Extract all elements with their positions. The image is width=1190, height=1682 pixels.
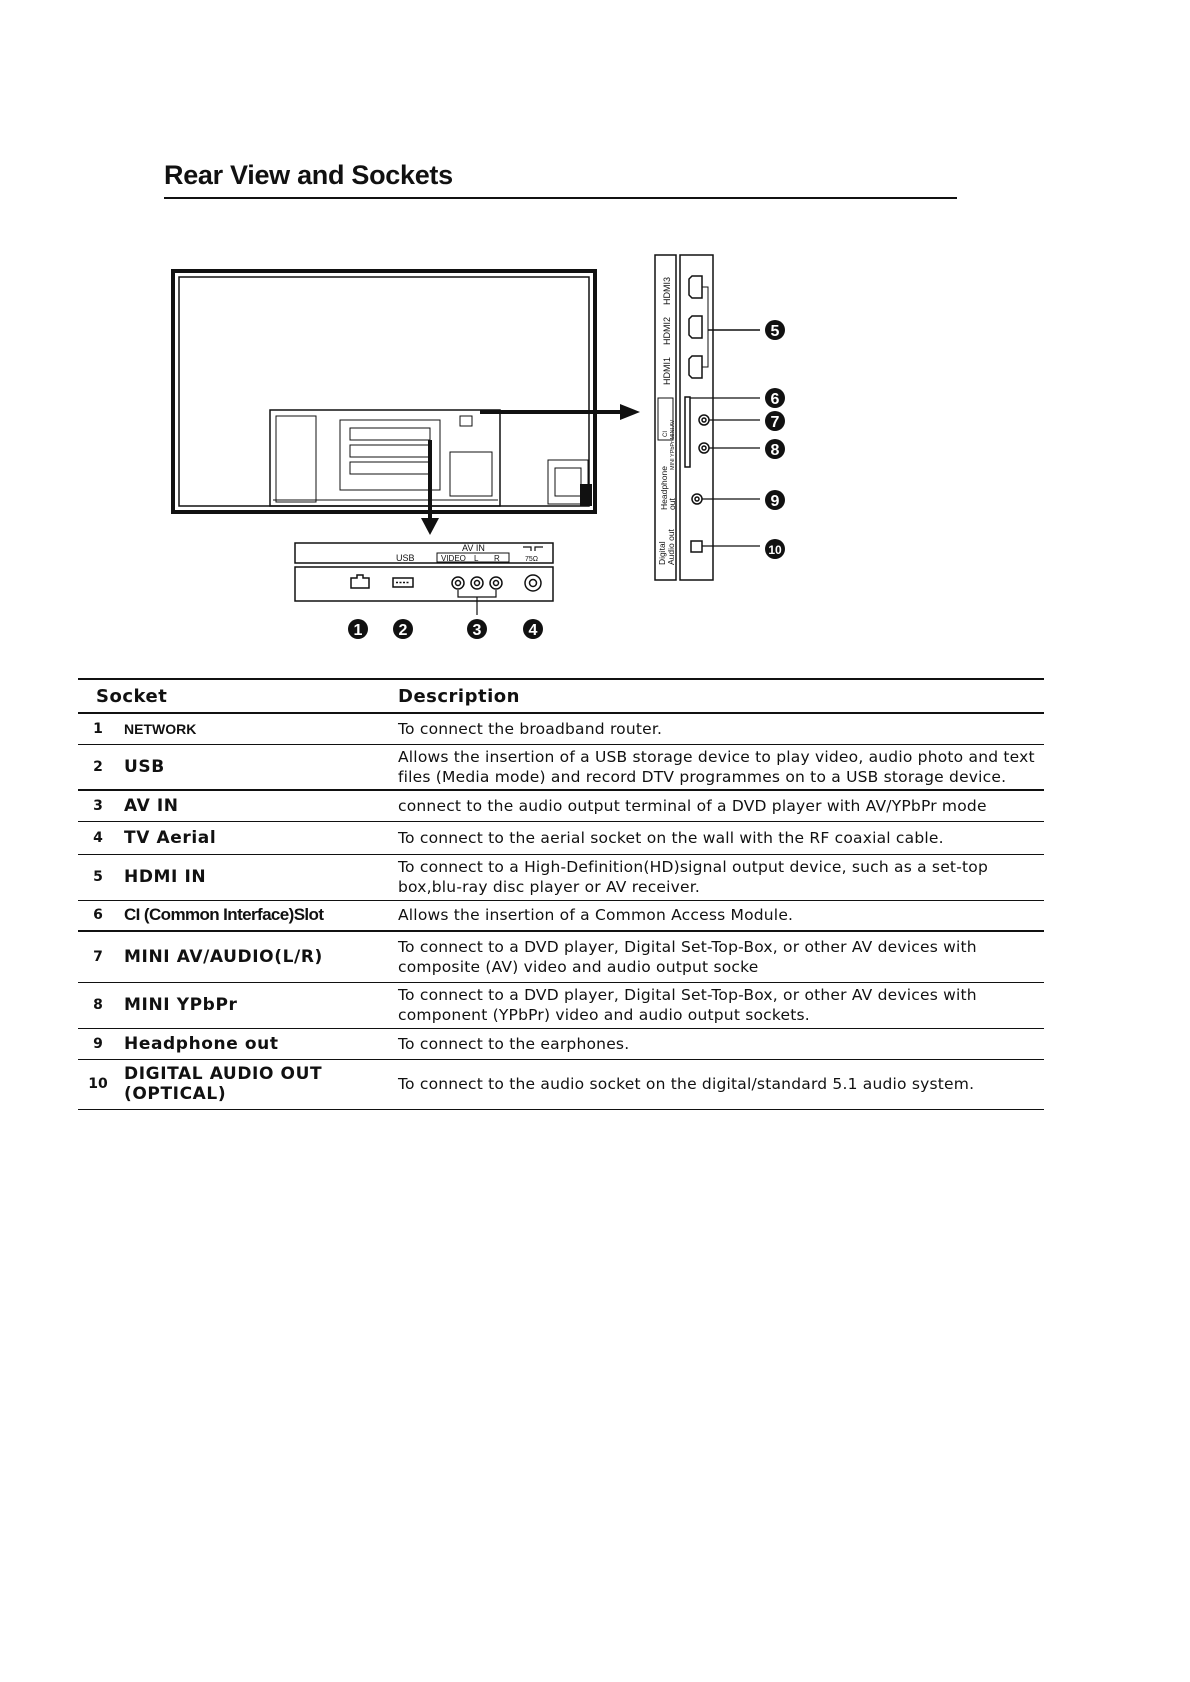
socket-number: 1 <box>78 713 118 744</box>
mini-av-jack-icon <box>699 415 709 425</box>
header-description: Description <box>398 679 1044 713</box>
socket-description: To connect to the earphones. <box>398 1028 1044 1059</box>
table-row <box>78 982 1044 1028</box>
mini-ypbpr-av-label: MINI YPbPr MINI AV <box>670 419 676 470</box>
svg-text:6: 6 <box>770 391 780 408</box>
socket-name: TV Aerial <box>118 821 398 854</box>
socket-number: 9 <box>78 1028 118 1059</box>
bottom-connector-panel <box>295 543 553 620</box>
r-label: R <box>494 554 500 563</box>
socket-number: 6 <box>78 900 118 931</box>
socket-name: MINI YPbPr <box>118 982 398 1028</box>
svg-text:10: 10 <box>768 543 782 557</box>
callout-5 <box>765 320 785 340</box>
socket-name: DIGITAL AUDIO OUT (OPTICAL) <box>118 1059 398 1109</box>
socket-description: To connect to a DVD player, Digital Set-Top-Box, or other AV devices with component (YPbPr) video and audio output sockets. <box>398 982 1044 1028</box>
headphone-jack-icon <box>692 494 702 504</box>
callout-2 <box>393 619 413 639</box>
ci-label: CI <box>663 431 669 437</box>
digital-label: Digital <box>657 541 667 565</box>
socket-description: To connect to the aerial socket on the wall with the RF coaxial cable. <box>398 821 1044 854</box>
callout-4 <box>523 619 543 639</box>
table-row <box>78 713 1044 744</box>
socket-name: USB <box>118 744 398 790</box>
table-row <box>78 854 1044 900</box>
table-row <box>78 790 1044 821</box>
callout-6 <box>765 388 785 408</box>
page-title: Rear View and Sockets <box>164 160 453 190</box>
av-video-jack-icon <box>452 577 464 589</box>
svg-text:5: 5 <box>770 323 780 340</box>
callout-3 <box>467 619 487 639</box>
hdmi2-port-icon <box>689 316 702 338</box>
socket-description: To connect to the audio socket on the digital/standard 5.1 audio system. <box>398 1059 1044 1109</box>
table-row <box>78 900 1044 931</box>
callout-10 <box>765 539 785 559</box>
av-in-label: AV IN <box>462 543 485 553</box>
table-row <box>78 1059 1044 1109</box>
callout-badges <box>348 320 785 639</box>
svg-text:4: 4 <box>528 622 538 639</box>
socket-name: AV IN <box>118 790 398 821</box>
socket-name: MINI AV/AUDIO(L/R) <box>118 931 398 982</box>
table-row <box>78 744 1044 790</box>
arrow-down <box>421 440 439 535</box>
ci-slot-icon <box>685 397 690 467</box>
arrow-right <box>480 404 640 420</box>
svg-text:7: 7 <box>770 414 780 431</box>
table-row <box>78 821 1044 854</box>
socket-name: Headphone out <box>118 1028 398 1059</box>
svg-text:1: 1 <box>353 622 363 639</box>
sockets-table <box>78 678 1044 1110</box>
socket-number: 7 <box>78 931 118 982</box>
headphone-label: Headphone <box>659 466 669 510</box>
network-port-icon <box>351 575 369 588</box>
usb-panel-label: USB <box>396 553 415 563</box>
video-label: VIDEO <box>441 554 466 563</box>
table-row <box>78 1028 1044 1059</box>
svg-text:3: 3 <box>472 622 482 639</box>
socket-description: To connect to a High-Definition(HD)signal output device, such as a set-top box,blu-ray disc player or AV receiver. <box>398 854 1044 900</box>
socket-number: 2 <box>78 744 118 790</box>
svg-text:9: 9 <box>770 493 780 510</box>
socket-description: Allows the insertion of a USB storage device to play video, audio photo and text files (Media mode) and record DTV programmes on to a USB storage device. <box>398 744 1044 790</box>
av-r-jack-icon <box>490 577 502 589</box>
tv-rear-outline <box>173 271 595 512</box>
table-header-row <box>78 679 1044 713</box>
aerial-port-icon <box>525 575 541 591</box>
hdmi3-port-icon <box>689 276 702 298</box>
socket-number: 5 <box>78 854 118 900</box>
socket-name: NETWORK <box>118 713 398 744</box>
digital-sub-label: Audio out <box>666 529 676 565</box>
hdmi1-port-icon <box>689 356 702 378</box>
socket-number: 10 <box>78 1059 118 1109</box>
socket-number: 4 <box>78 821 118 854</box>
hdmi3-label: HDMI3 <box>662 276 672 305</box>
header-socket: Socket <box>78 679 398 713</box>
svg-text:2: 2 <box>398 622 408 639</box>
socket-name: HDMI IN <box>118 854 398 900</box>
l-label: L <box>474 554 479 563</box>
ohm-label: 75Ω <box>525 556 539 563</box>
av-l-jack-icon <box>471 577 483 589</box>
headphone-sub-label: out <box>667 498 677 510</box>
hdmi2-label: HDMI2 <box>662 316 672 345</box>
socket-description: To connect to a DVD player, Digital Set-Top-Box, or other AV devices with composite (AV) video and audio output socke <box>398 931 1044 982</box>
socket-description: Allows the insertion of a Common Access Module. <box>398 900 1044 931</box>
hdmi1-label: HDMI1 <box>662 356 672 385</box>
callout-9 <box>765 490 785 510</box>
callout-1 <box>348 619 368 639</box>
svg-text:8: 8 <box>770 442 780 459</box>
socket-number: 3 <box>78 790 118 821</box>
socket-number: 8 <box>78 982 118 1028</box>
table-row <box>78 931 1044 982</box>
optical-port-icon <box>691 541 702 552</box>
callout-8 <box>765 439 785 459</box>
callout-7 <box>765 411 785 431</box>
socket-description: To connect the broadband router. <box>398 713 1044 744</box>
mini-ypbpr-jack-icon <box>699 443 709 453</box>
socket-name: CI (Common Interface)Slot <box>118 900 398 931</box>
socket-description: connect to the audio output terminal of a DVD player with AV/YPbPr mode <box>398 790 1044 821</box>
rear-view-diagram <box>0 0 1190 660</box>
